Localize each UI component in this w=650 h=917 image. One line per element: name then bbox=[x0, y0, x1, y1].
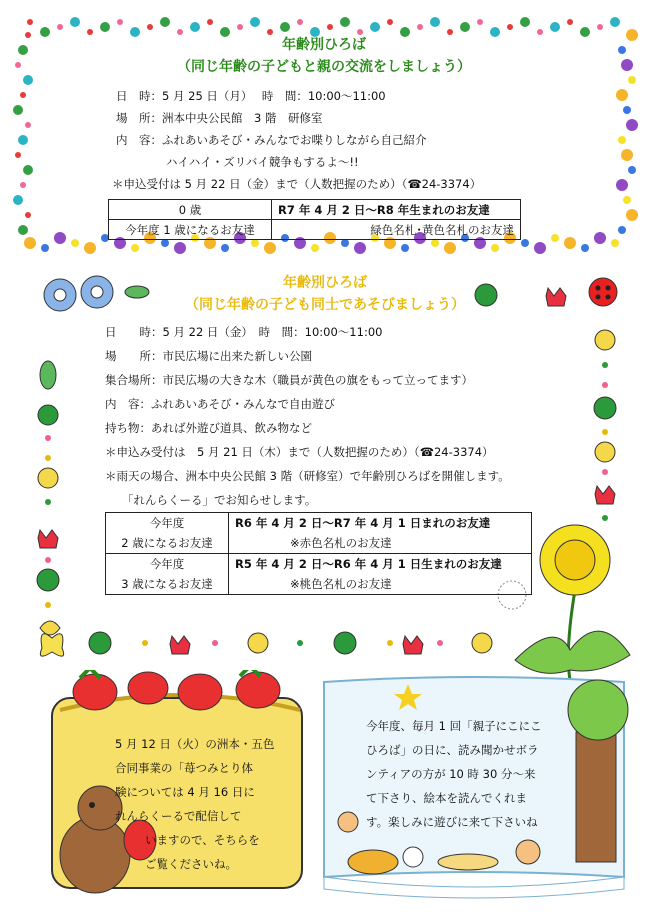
section2-title: 年齢別ひろば bbox=[283, 275, 367, 291]
text-line: す。楽しみに遊びに来て下さいね bbox=[366, 815, 538, 829]
table-cell-label: 今年度 3 歳になるお友達 bbox=[106, 554, 229, 595]
section-age-group-1 bbox=[18, 22, 630, 260]
section2-deadline: ＊申込み受付は 5 月 21 日（木）まで（人数把握のため）（☎24-3374） bbox=[105, 445, 494, 459]
section1-place: 場 所：洲本中央公民館 3 階 研修室 bbox=[116, 111, 323, 125]
section1-deadline: ＊申込受付は 5 月 22 日（金）まで（人数把握のため）（☎24-3374） bbox=[112, 177, 482, 191]
storybook-text bbox=[366, 714, 542, 834]
section1-content-2: ハイハイ・ズリバイ競争もするよ～!! bbox=[166, 155, 359, 169]
strawberry-event-text bbox=[115, 732, 274, 876]
section1-table bbox=[108, 199, 521, 240]
section1-content: 内 容：ふれあいあそび・みんなでお喋りしながら自己紹介 bbox=[116, 133, 427, 147]
table-cell-label: 0 歳 bbox=[109, 200, 272, 220]
table-cell-value: R7 年 4 月 2 日～R8 年生まれのお友達 bbox=[272, 200, 521, 220]
text-line: ンティアの方が 10 時 30 分～来 bbox=[366, 767, 536, 781]
section2-subtitle: （同じ年齢の子ども同士であそびましょう） bbox=[185, 297, 465, 313]
section2-date: 日 時：5 月 22 日（金） 時 間：10:00～11:00 bbox=[105, 325, 383, 339]
table-cell-value: R6 年 4 月 2 日～R7 年 4 月 1 日まれのお友達 ※赤色名札のお友達 bbox=[229, 513, 532, 554]
table-row bbox=[106, 554, 532, 595]
table-cell-label: 今年度 2 歳になるお友達 bbox=[106, 513, 229, 554]
text-line: 験については 4 月 16 日に bbox=[115, 785, 255, 799]
section2-meeting-place: 集合場所：市民広場の大きな木（職員が黄色の旗をもって立ってます） bbox=[105, 373, 473, 387]
section1-date: 日 時：5 月 25 日（月） 時 間：10:00～11:00 bbox=[116, 89, 386, 103]
section2-rain-notice: ＊雨天の場合、洲本中央公民館 3 階（研修室）で年齢別ひろばを開催します。 bbox=[105, 469, 510, 483]
section2-place: 場 所：市民広場に出来た新しい公園 bbox=[105, 349, 312, 363]
text-line: ご覧くださいね。 bbox=[145, 857, 237, 871]
table-row bbox=[106, 513, 532, 554]
section1-title: 年齢別ひろば bbox=[282, 37, 366, 53]
table-cell-label: 今年度 1 歳になるお友達 bbox=[109, 220, 272, 240]
section2-content: 内 容：ふれあいあそび・みんなで自由遊び bbox=[105, 397, 335, 411]
text-line: 合同事業の「苺つみとり体 bbox=[115, 761, 253, 775]
section2-table bbox=[105, 512, 532, 595]
section-age-group-2 bbox=[0, 262, 650, 682]
text-line: れんらくーるで配信して bbox=[115, 809, 242, 823]
text-line: 今年度、毎月 1 回「親子にこにこ bbox=[366, 719, 542, 733]
text-line: いますので、そちらを bbox=[145, 833, 260, 847]
table-row bbox=[109, 200, 521, 220]
text-line: 5 月 12 日（火）の洲本・五色 bbox=[115, 737, 275, 751]
section2-belongings: 持ち物：あれば外遊び道具、飲み物など bbox=[105, 421, 312, 435]
table-row bbox=[109, 220, 521, 240]
section2-rain-notice-2: 「れんらくーる」でお知らせします。 bbox=[122, 493, 317, 507]
text-line: ひろば」の日に、読み聞かせボラ bbox=[366, 743, 539, 757]
table-cell-value: 緑色名札･黄色名札のお友達 bbox=[272, 220, 521, 240]
text-line: て下さり、絵本を読んでくれま bbox=[366, 791, 527, 805]
section1-subtitle: （同じ年齢の子どもと親の交流をしましょう） bbox=[177, 59, 471, 75]
table-cell-value: R5 年 4 月 2 日～R6 年 4 月 1 日生まれのお友達 ※桃色名札のお友達 bbox=[229, 554, 532, 595]
